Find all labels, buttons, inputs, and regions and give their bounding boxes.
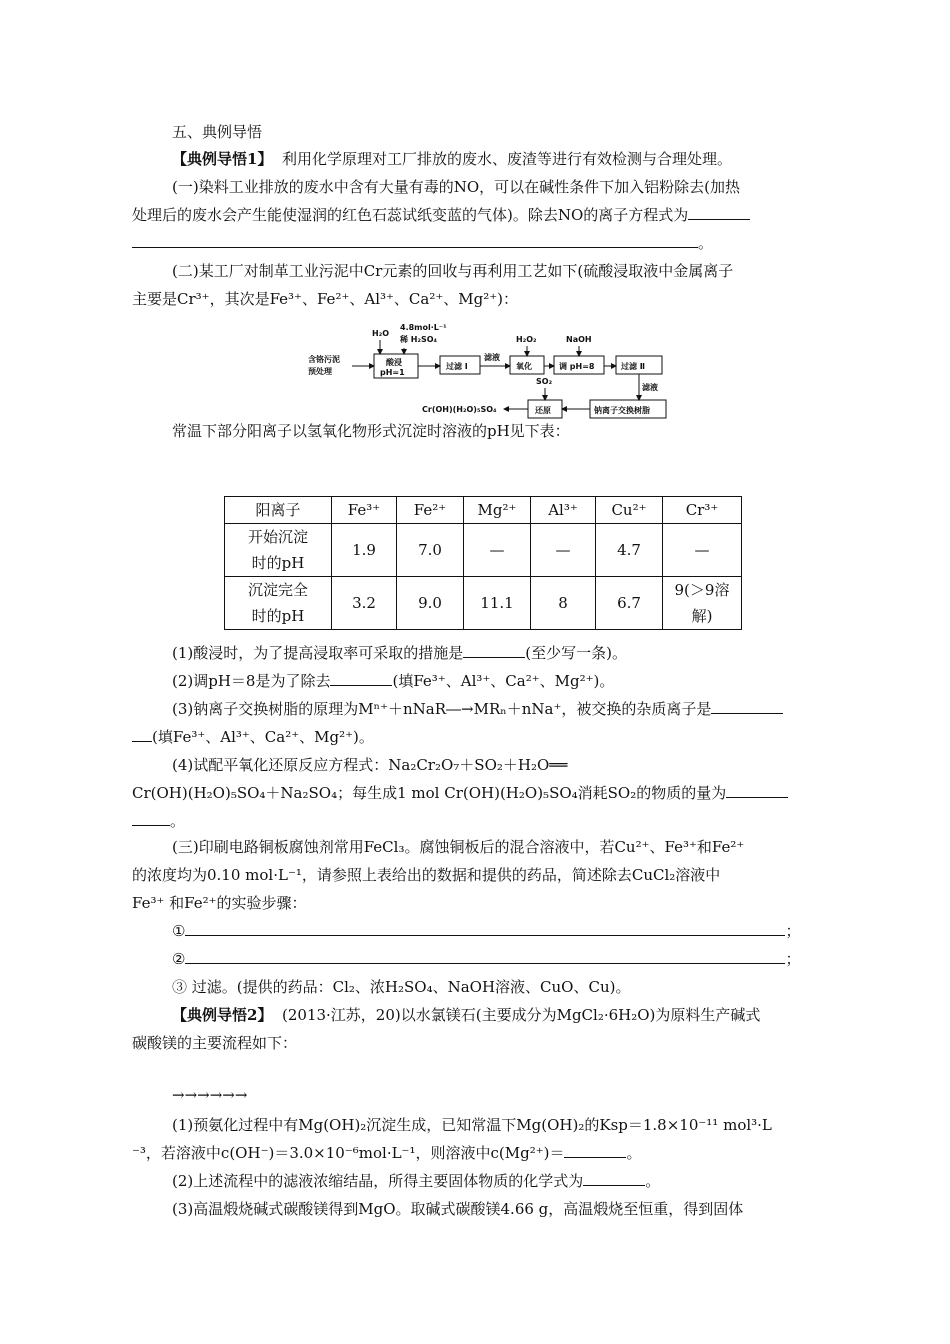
- box-ph-label: 调 pH=8: [559, 362, 595, 371]
- example-2-tag: 【典例导悟2】: [172, 1006, 273, 1024]
- question-4: (4)试配平氧化还原反应方程式：Na₂Cr₂O₇＋SO₂＋H₂O══: [172, 756, 568, 774]
- example-1-tag: 【典例导悟1】: [172, 150, 273, 168]
- start-label-b: 预处理: [308, 367, 332, 376]
- answer-blank-step2[interactable]: [185, 949, 785, 964]
- answer-blank-1[interactable]: [688, 205, 750, 220]
- example-2-line: 【典例导悟2】 (2013·江苏，20)以水氯镁石(主要成分为MgCl₂·6H₂O)为原料生产碱式: [172, 1006, 761, 1024]
- table-cell: 7.0: [397, 524, 464, 577]
- part1-line-c: [132, 232, 713, 254]
- example-1-line: [172, 148, 732, 170]
- table-row: [225, 524, 742, 577]
- reagent-acid-name: 稀 H₂SO₄: [400, 335, 438, 344]
- table-cell: 11.1: [464, 577, 531, 630]
- part2-line-a: (二)某工厂对制革工业污泥中Cr元素的回收与再利用工艺如下(硫酸浸取液中金属离子: [172, 262, 734, 280]
- table-header-cell: Fe²⁺: [397, 497, 464, 524]
- box-filter-2-label: 过滤 Ⅱ: [621, 362, 646, 371]
- question-4-cont2: 。: [132, 810, 185, 832]
- box-reduce-label: 还原: [535, 406, 551, 415]
- box-oxidize-label: 氧化: [516, 362, 532, 371]
- question-3: (3)钠离子交换树脂的原理为Mⁿ⁺＋nNaR―→MRₙ＋nNa⁺，被交换的杂质离子是: [172, 698, 783, 720]
- filtrate-label-1: 滤液: [484, 353, 500, 362]
- box-acid-label-b: pH=1: [380, 368, 405, 377]
- box-acid-label-a: 酸浸: [386, 358, 402, 367]
- table-cell: —: [464, 524, 531, 577]
- answer-blank-ex2-q2[interactable]: [583, 1171, 645, 1186]
- table-header-cell: Al³⁺: [531, 497, 596, 524]
- table-row: [225, 577, 742, 630]
- question-4-cont: Cr(OH)(H₂O)₅SO₄＋Na₂SO₄；每生成1 mol Cr(OH)(H₂O)₅SO₄消耗SO₂的物质的量为: [132, 782, 788, 804]
- example-1-intro: 利用化学原理对工厂排放的废水、废渣等进行有效检测与合理处理。: [282, 150, 733, 168]
- filtrate-label-2: 滤液: [642, 383, 658, 392]
- product-label: Cr(OH)(H₂O)₅SO₄: [422, 405, 497, 414]
- question-1: (1)酸浸时，为了提高浸取率可采取的措施是 (至少写一条)。: [172, 644, 627, 662]
- table-cell: 9(＞9溶 解): [663, 577, 742, 630]
- answer-blank-q4b[interactable]: [132, 811, 170, 826]
- table-cell: 6.7: [596, 577, 663, 630]
- ex2-question-1-cont: ⁻³，若溶液中c(OH⁻)＝3.0×10⁻⁶mol·L⁻¹，则溶液中c(Mg²⁺)＝ 。: [132, 1144, 642, 1162]
- table-header-cell: Mg²⁺: [464, 497, 531, 524]
- part3-line-b: 的浓度均为0.10 mol·L⁻¹，请参照上表给出的数据和提供的药品，简述除去CuCl₂溶液中: [132, 866, 721, 884]
- part3-line-a: (三)印刷电路铜板腐蚀剂常用FeCl₃。腐蚀铜板后的混合溶液中，若Cu²⁺、Fe³⁺和Fe²⁺: [172, 838, 745, 856]
- answer-blank-1b[interactable]: [132, 233, 698, 248]
- answer-blank-q1[interactable]: [463, 643, 525, 658]
- table-cell: 4.7: [596, 524, 663, 577]
- ph-table: [224, 496, 742, 630]
- ex2-question-1: (1)预氨化过程中有Mg(OH)₂沉淀生成，已知常温下Mg(OH)₂的Ksp＝1.8×10⁻¹¹ mol³·L: [172, 1116, 772, 1134]
- table-intro: 常温下部分阳离子以氢氧化物形式沉淀时溶液的pH见下表：: [172, 422, 570, 440]
- table-header-cell: Cr³⁺: [663, 497, 742, 524]
- row-label: 沉淀完全 时的pH: [225, 577, 332, 630]
- answer-blank-q3[interactable]: [711, 699, 783, 714]
- step-3: ③ 过滤。(提供的药品：Cl₂、浓H₂SO₄、NaOH溶液、CuO、Cu)。: [172, 978, 631, 996]
- table-cell: 9.0: [397, 577, 464, 630]
- start-label-a: 含铬污泥: [308, 355, 340, 364]
- part1-text-b: 处理后的废水会产生能使湿润的红色石蕊试纸变蓝的气体)。除去NO的离子方程式为: [132, 206, 689, 224]
- reagent-h2o: H₂O: [372, 329, 389, 338]
- part1-line-b: [132, 204, 750, 226]
- table-header-cell: Cu²⁺: [596, 497, 663, 524]
- answer-blank-q3b[interactable]: [132, 727, 152, 742]
- process-flowchart: [300, 322, 680, 422]
- reagent-so2: SO₂: [536, 377, 553, 386]
- ex2-question-2: (2)上述流程中的滤液浓缩结晶，所得主要固体物质的化学式为 。: [172, 1172, 661, 1190]
- question-2: (2)调pH＝8是为了除去 (填Fe³⁺、Al³⁺、Ca²⁺、Mg²⁺)。: [172, 672, 615, 690]
- row-label: 开始沉淀 时的pH: [225, 524, 332, 577]
- part2-line-b: 主要是Cr³⁺，其次是Fe³⁺、Fe²⁺、Al³⁺、Ca²⁺、Mg²⁺)：: [132, 290, 519, 308]
- example-2-intro-b: 碳酸镁的主要流程如下：: [132, 1034, 298, 1052]
- box-filter-1-label: 过滤 Ⅰ: [446, 362, 468, 371]
- box-resin-label: 钠离子交换树脂: [594, 406, 650, 415]
- reagent-acid-concentration: 4.8mol·L⁻¹: [400, 323, 447, 332]
- table-cell: 8: [531, 577, 596, 630]
- reagent-h2o2: H₂O₂: [516, 335, 537, 344]
- flow-arrows: →→→→→→: [172, 1086, 248, 1104]
- answer-blank-step1[interactable]: [185, 921, 785, 936]
- section-title: 五、典例导悟: [172, 123, 263, 141]
- table-cell: 1.9: [332, 524, 397, 577]
- table-header-row: [225, 497, 742, 524]
- period-mark: 。: [698, 234, 714, 252]
- answer-blank-q2[interactable]: [330, 671, 392, 686]
- table-cell: —: [531, 524, 596, 577]
- step-2: ② ；: [172, 950, 801, 968]
- part3-line-c: Fe³⁺ 和Fe²⁺的实验步骤：: [132, 894, 307, 912]
- table-header-cell: 阳离子: [225, 497, 332, 524]
- answer-blank-ex2-q1[interactable]: [564, 1143, 626, 1158]
- question-3-cont: (填Fe³⁺、Al³⁺、Ca²⁺、Mg²⁺)。: [132, 726, 374, 748]
- part1-line-a: (一)染料工业排放的废水中含有大量有毒的NO，可以在碱性条件下加入铝粉除去(加热: [172, 178, 740, 196]
- table-cell: —: [663, 524, 742, 577]
- reagent-naoh: NaOH: [566, 335, 592, 344]
- answer-blank-q4[interactable]: [726, 783, 788, 798]
- table-cell: 3.2: [332, 577, 397, 630]
- ex2-question-3: (3)高温煅烧碱式碳酸镁得到MgO。取碱式碳酸镁4.66 g，高温煅烧至恒重，得到固体: [172, 1200, 744, 1218]
- step-1: ① ；: [172, 922, 801, 940]
- table-header-cell: Fe³⁺: [332, 497, 397, 524]
